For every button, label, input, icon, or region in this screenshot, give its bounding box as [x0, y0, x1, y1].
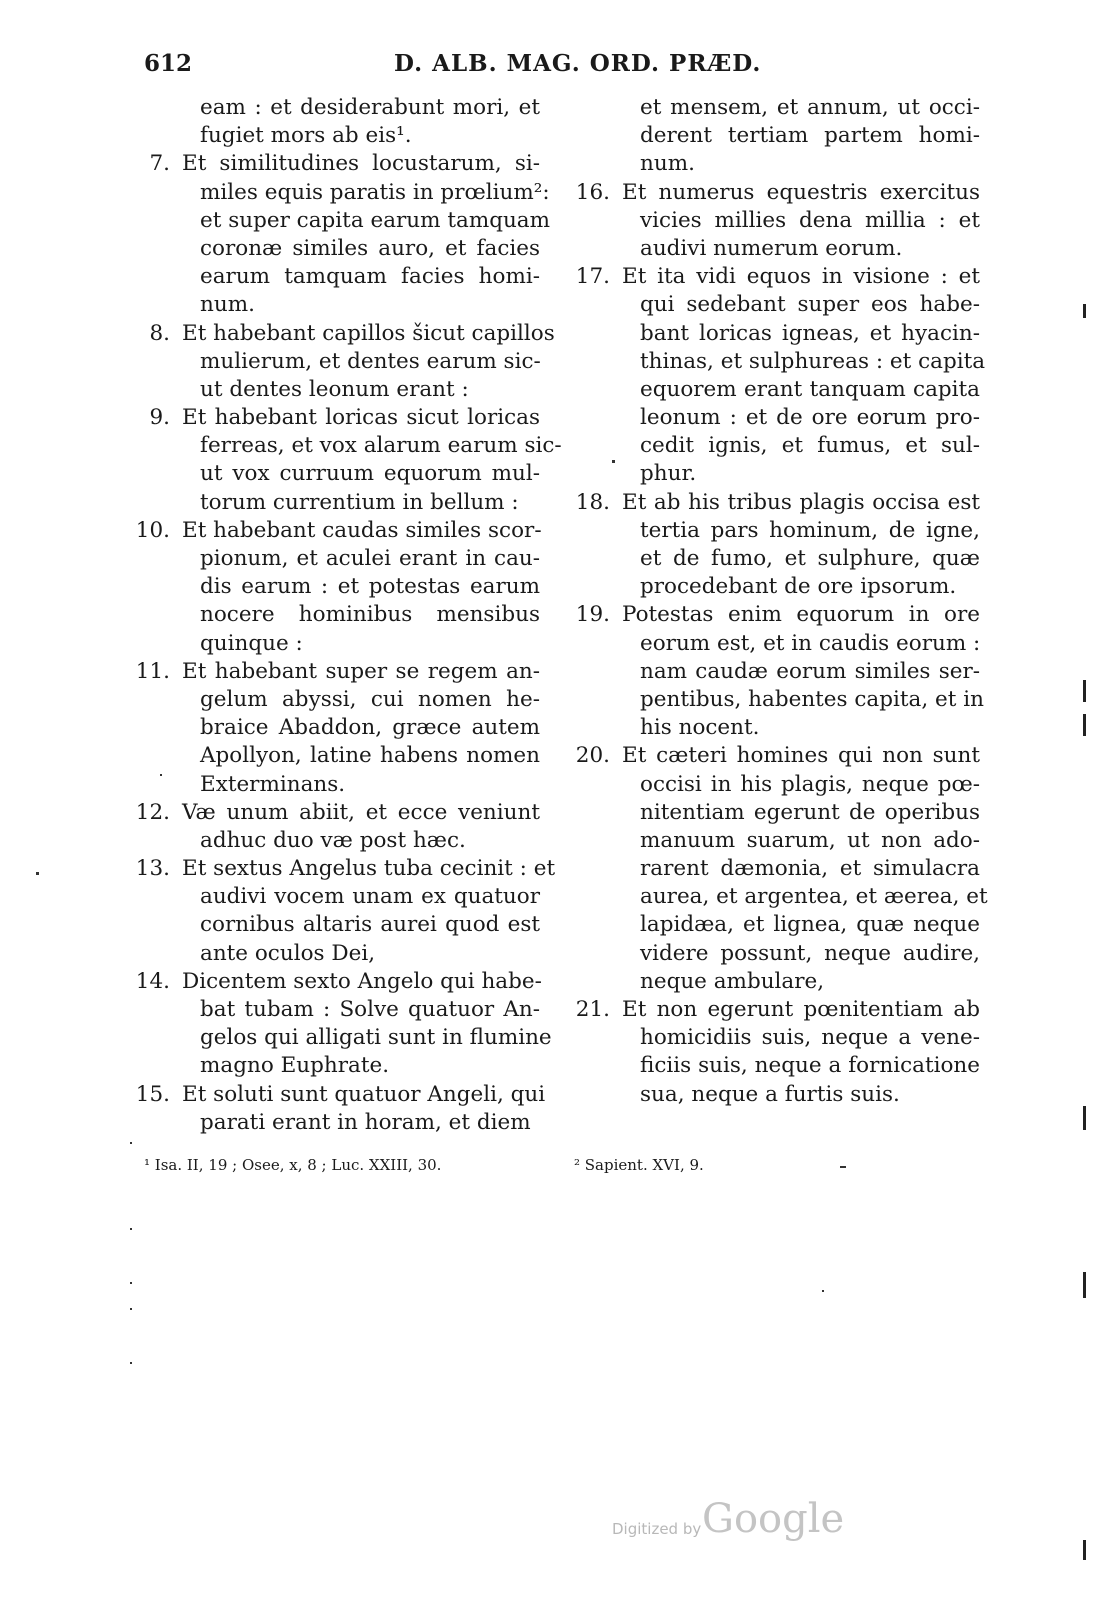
verse-number: 11.	[135, 658, 170, 684]
text-line	[560, 827, 980, 855]
verse-text: Et habebant caudas similes scor-	[182, 517, 542, 543]
verse-text: ut vox curruum equorum mul-	[200, 461, 540, 487]
text-line	[560, 320, 980, 348]
text-line	[120, 601, 540, 629]
scan-speck	[130, 1362, 132, 1364]
verse-text: Et soluti sunt quatuor Angeli, qui	[182, 1081, 546, 1107]
text-line	[560, 686, 984, 714]
verse-text: lapidæa, et lignea, quæ neque	[640, 912, 980, 938]
verse-number: 18.	[575, 489, 610, 515]
verse-text: ut dentes leonum erant :	[200, 376, 469, 402]
text-line	[120, 714, 540, 742]
verse-text: gelos qui alligati sunt in flumine	[200, 1025, 552, 1051]
text-line	[120, 517, 540, 545]
verse-text: equorem erant tanquam capita	[640, 376, 980, 402]
scan-speck	[130, 1228, 132, 1230]
verse-text: tertia pars hominum, de igne,	[640, 517, 980, 543]
text-line	[560, 291, 980, 319]
text-line	[560, 376, 980, 404]
verse-text: torum currentium in bellum :	[200, 489, 519, 515]
page-number: 612	[144, 50, 193, 77]
text-line	[560, 432, 980, 460]
verse-text: phur.	[640, 461, 697, 487]
scan-speck	[36, 872, 39, 875]
verse-number: 9.	[149, 405, 170, 431]
verse-text: manuum suarum, ut non ado-	[640, 827, 980, 853]
text-line	[560, 179, 980, 207]
verse-text: videre possunt, neque audire,	[640, 940, 980, 966]
text-line	[560, 742, 980, 770]
verse-text: adhuc duo væ post hæc.	[200, 827, 466, 853]
text-line	[560, 968, 980, 996]
verse-text: gelum abyssi, cui nomen he-	[200, 686, 540, 712]
verse-number: 16.	[575, 179, 610, 205]
verse-text: Dicentem sexto Angelo qui habe-	[182, 968, 542, 994]
scan-speck	[130, 1142, 132, 1144]
verse-text: aurea, et argentea, et æerea, et	[640, 884, 988, 910]
text-line	[560, 404, 980, 432]
text-line	[560, 1024, 980, 1052]
verse-text: ficiis suis, neque a fornicatione	[640, 1053, 980, 1079]
text-line	[120, 911, 540, 939]
text-line	[120, 573, 540, 601]
text-line	[120, 771, 540, 799]
text-line	[120, 742, 540, 770]
text-line	[560, 940, 980, 968]
scan-speck	[840, 1166, 846, 1168]
verse-text: coronæ similes auro, et facies	[200, 235, 540, 261]
running-head: D. ALB. MAG. ORD. PRÆD.	[394, 50, 762, 77]
text-line	[120, 348, 540, 376]
verse-number: 13.	[135, 856, 170, 882]
text-line	[560, 94, 980, 122]
text-line	[560, 517, 980, 545]
text-line	[560, 911, 980, 939]
text-line	[120, 630, 540, 658]
verse-text: his nocent.	[640, 715, 760, 741]
verse-text: Et cæteri homines qui non sunt	[622, 743, 980, 769]
scan-speck	[612, 460, 615, 463]
text-line	[560, 122, 980, 150]
text-line	[560, 996, 980, 1024]
verse-text: fugiet mors ab eis¹.	[200, 123, 412, 149]
verse-text: num.	[640, 151, 695, 177]
verse-number: 7.	[149, 151, 170, 177]
verse-number: 15.	[135, 1081, 170, 1107]
text-line	[120, 235, 540, 263]
text-line	[560, 771, 980, 799]
verse-text: nocere hominibus mensibus	[200, 602, 540, 628]
text-line	[120, 489, 540, 517]
text-line	[120, 545, 540, 573]
watermark-digitized-text: Digitized by	[612, 1520, 702, 1538]
verse-text: pentibus, habentes capita, et in	[640, 686, 984, 712]
verse-text: magno Euphrate.	[200, 1053, 390, 1079]
text-line	[120, 460, 540, 488]
verse-number: 20.	[575, 743, 610, 769]
verse-text: et mensem, et annum, ut occi-	[640, 95, 980, 120]
verse-text: cornibus altaris aurei quod est	[200, 912, 540, 938]
text-line	[560, 545, 980, 573]
scan-edge-mark	[1083, 680, 1086, 702]
verse-text: derent tertiam partem homi-	[640, 123, 980, 149]
verse-text: et super capita earum tamquam	[200, 207, 551, 233]
verse-text: Et sextus Angelus tuba cecinit : et	[182, 856, 556, 882]
scan-edge-mark	[1083, 1540, 1086, 1560]
verse-text: Et similitudines locustarum, si-	[182, 151, 540, 177]
verse-text: homicidiis suis, neque a vene-	[640, 1025, 980, 1051]
text-line	[560, 207, 980, 235]
text-line	[120, 940, 540, 968]
footnote-right: ² Sapient. XVI, 9.	[574, 1156, 704, 1174]
verse-number: 8.	[149, 320, 170, 346]
verse-text: vicies millies dena millia : et	[640, 207, 980, 233]
text-line	[560, 573, 980, 601]
verse-number: 19.	[575, 602, 610, 628]
text-line	[120, 320, 555, 348]
verse-text: Potestas enim equorum in ore	[622, 602, 980, 628]
verse-number: 21.	[575, 997, 610, 1022]
verse-text: qui sedebant super eos habe-	[640, 292, 980, 318]
verse-text: num.	[200, 292, 255, 318]
verse-text: bant loricas igneas, et hyacin-	[640, 320, 980, 346]
verse-text: braice Abaddon, græce autem	[200, 715, 540, 741]
verse-text: cedit ignis, et fumus, et sul-	[640, 433, 980, 459]
verse-text: Et numerus equestris exercitus	[622, 179, 980, 205]
verse-text: audivi vocem unam ex quatuor	[200, 884, 540, 910]
scan-speck	[130, 1282, 132, 1284]
text-line	[120, 686, 540, 714]
text-line	[560, 658, 980, 686]
verse-text: pionum, et aculei erant in cau-	[200, 546, 540, 571]
verse-text: Et ita vidi equos in visione : et	[622, 264, 980, 290]
verse-text: rarent dæmonia, et simulacra	[640, 856, 980, 882]
text-line	[120, 94, 540, 122]
scan-edge-mark	[1083, 714, 1086, 736]
text-line	[120, 179, 550, 207]
text-line	[120, 150, 540, 178]
verse-text: dis earum : et potestas earum	[200, 574, 540, 600]
verse-text: bat tubam : Solve quatuor An-	[200, 997, 540, 1022]
text-line	[560, 1052, 980, 1080]
text-line	[560, 1081, 980, 1109]
verse-text: Et habebant capillos šicut capillos	[182, 320, 555, 346]
text-line	[560, 348, 986, 376]
verse-number: 17.	[575, 264, 610, 290]
digitized-by-google-watermark	[612, 1496, 852, 1556]
text-line	[120, 291, 540, 319]
verse-text: Et habebant super se regem an-	[182, 658, 540, 684]
verse-text: nitentiam egerunt de operibus	[640, 799, 980, 825]
verse-text: audivi numerum eorum.	[640, 235, 903, 261]
text-line	[120, 996, 540, 1024]
scan-edge-mark	[1083, 1106, 1086, 1130]
footnote-left: ¹ Isa. II, 19 ; Osee, x, 8 ; Luc. XXIII, 30.	[144, 1156, 442, 1174]
footnotes	[0, 1156, 1094, 1180]
text-line	[120, 207, 551, 235]
verse-text: sua, neque a furtis suis.	[640, 1081, 900, 1107]
verse-text: Exterminans.	[200, 771, 346, 797]
right-column	[560, 94, 988, 1109]
text-line	[560, 630, 980, 658]
text-line	[120, 432, 562, 460]
text-line	[120, 376, 540, 404]
verse-text: procedebant de ore ipsorum.	[640, 574, 957, 600]
scan-speck	[160, 774, 162, 776]
text-line	[120, 1109, 540, 1137]
verse-text: eam : et desiderabunt mori, et	[200, 95, 540, 120]
page-header	[0, 46, 1094, 86]
text-line	[560, 799, 980, 827]
text-line	[120, 799, 540, 827]
scan-edge-mark	[1083, 1272, 1086, 1298]
verse-text: earum tamquam facies homi-	[200, 264, 540, 290]
text-line	[120, 122, 540, 150]
text-line	[560, 855, 980, 883]
verse-text: mulierum, et dentes earum sic-	[200, 348, 541, 374]
verse-text: parati erant in horam, et diem	[200, 1109, 531, 1135]
verse-text: Et ab his tribus plagis occisa est	[622, 489, 980, 515]
text-line	[120, 968, 540, 996]
text-line	[120, 883, 540, 911]
verse-text: neque ambulare,	[640, 968, 825, 994]
verse-text: et de fumo, et sulphure, quæ	[640, 546, 980, 571]
text-line	[120, 827, 540, 855]
text-line	[120, 1024, 552, 1052]
scan-speck	[822, 1290, 824, 1292]
text-line	[120, 404, 540, 432]
scan-edge-mark	[1083, 304, 1086, 318]
text-line	[120, 658, 540, 686]
watermark-google-logo: Google	[702, 1496, 845, 1542]
verse-text: nam caudæ eorum similes ser-	[640, 658, 980, 684]
text-line	[560, 883, 988, 911]
left-column	[120, 94, 562, 1137]
verse-text: Et non egerunt pœnitentiam ab	[622, 997, 980, 1022]
verse-number: 14.	[135, 968, 170, 994]
verse-text: ante oculos Dei,	[200, 940, 376, 966]
text-line	[560, 235, 980, 263]
text-line	[120, 1052, 540, 1080]
verse-text: Et habebant loricas sicut loricas	[182, 405, 540, 431]
text-line	[560, 714, 980, 742]
text-line	[120, 263, 540, 291]
text-line	[120, 1081, 546, 1109]
verse-text: Apollyon, latine habens nomen	[200, 743, 540, 769]
text-line	[560, 150, 980, 178]
scan-speck	[130, 1308, 132, 1310]
text-line	[560, 601, 980, 629]
text-line	[120, 855, 556, 883]
verse-text: eorum est, et in caudis eorum :	[640, 630, 981, 656]
verse-text: leonum : et de ore eorum pro-	[640, 405, 980, 431]
text-line	[560, 263, 980, 291]
verse-text: Væ unum abiit, et ecce veniunt	[182, 799, 540, 825]
verse-text: miles equis paratis in prœlium²:	[200, 179, 550, 205]
verse-number: 10.	[135, 517, 170, 543]
verse-number: 12.	[135, 799, 170, 825]
verse-text: ferreas, et vox alarum earum sic-	[200, 433, 562, 459]
verse-text: thinas, et sulphureas : et capita	[640, 348, 986, 374]
verse-text: quinque :	[200, 630, 303, 656]
text-line	[560, 460, 980, 488]
text-line	[560, 489, 980, 517]
verse-text: occisi in his plagis, neque pœ-	[640, 771, 980, 797]
